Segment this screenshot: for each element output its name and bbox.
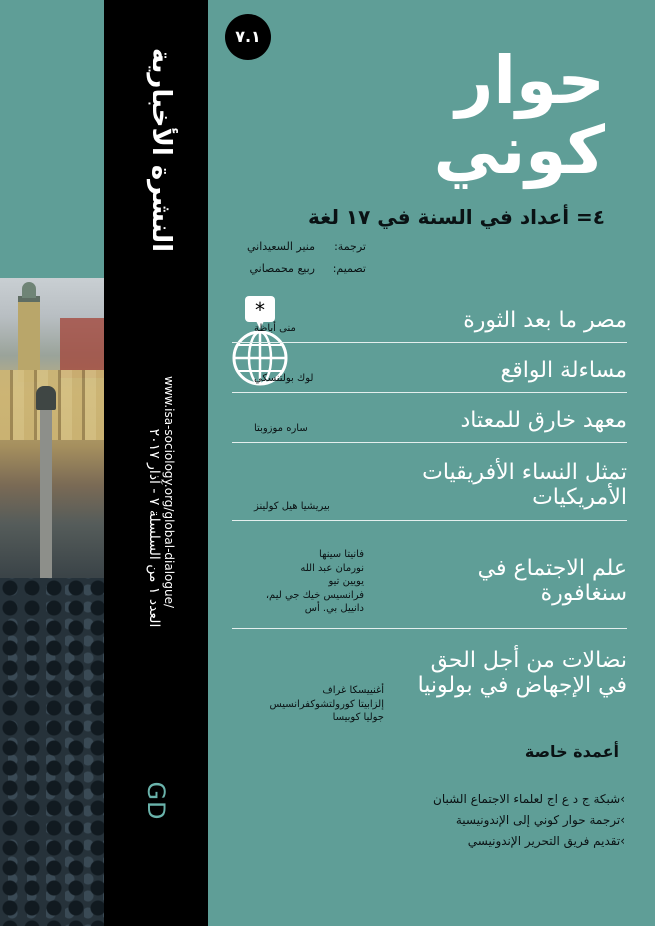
design-name: ربيع محمصاني — [249, 262, 315, 275]
article-title[interactable]: تمثل النساء الأفريقيات الأمريكيات — [422, 460, 627, 511]
article-item[interactable] — [232, 454, 627, 521]
design-label: تصميم: — [332, 262, 366, 275]
author-name: أغنييسكا غراف — [322, 685, 384, 696]
volume-badge: ٧.١ — [225, 14, 271, 60]
special-item[interactable]: ›تقديم فريق التحرير الإندونيسي — [467, 834, 625, 848]
author-name: جوليا كوبيسا — [332, 712, 384, 723]
article-title[interactable]: مصر ما بعد الثورة — [463, 308, 627, 333]
special-item[interactable]: ›ترجمة حوار كوني إلى الإندونيسية — [455, 813, 625, 827]
author-name: فانيتا سينها — [319, 549, 364, 560]
article-item[interactable] — [232, 402, 627, 443]
article-item[interactable] — [232, 644, 627, 732]
special-item[interactable]: ›شبكة ج د ع اج لعلماء الاجتماع الشبان — [433, 792, 625, 806]
author-name: إلزابيتا كورولتشوكفرانسيس — [269, 698, 384, 710]
spine-title: النشرة الأخبارية — [146, 47, 176, 253]
article-author: ساره موزوبتا — [254, 423, 308, 434]
masthead-line1: حوار — [455, 42, 605, 119]
tagline: ٤= أعداد في السنة في ١٧ لغة — [308, 205, 605, 229]
cover-photo — [0, 278, 104, 926]
article-author: لوك بولتنسكي — [254, 373, 314, 384]
article-title[interactable]: مساءلة الواقع — [500, 358, 627, 383]
author-name: يويين تيو — [328, 576, 364, 587]
masthead-line2: كوني — [433, 112, 605, 189]
article-item[interactable] — [232, 302, 627, 343]
article-item[interactable] — [232, 538, 627, 629]
author-name: نورمان عبد الله — [300, 562, 364, 574]
special-columns-heading: أعمدة خاصة — [524, 742, 619, 761]
article-authors — [254, 548, 364, 616]
translation-name: منير السعيداني — [246, 240, 315, 253]
translation-label: ترجمة: — [334, 240, 366, 253]
issue-info: العدد ١ من السلسلة ٧ - آذار ٢٠١٧ — [146, 428, 162, 628]
author-name: فرانسيس خيك جي ليم، — [265, 589, 364, 601]
article-author: منى أباظة — [254, 323, 296, 334]
gd-mark: GD — [142, 781, 170, 821]
article-author: بيريشيا هيل كولينز — [254, 501, 330, 512]
article-title[interactable]: نضالات من أجل الحق في الإجهاض في بولونيا — [417, 648, 627, 699]
article-title[interactable]: معهد خارق للمعتاد — [460, 408, 627, 433]
article-title[interactable]: علم الاجتماع في سنغافورة — [477, 556, 627, 607]
svg-text:*: * — [255, 298, 265, 322]
article-authors — [254, 684, 384, 725]
website-link[interactable]: www.isa-sociology.org/global-dialogue/ — [162, 375, 176, 609]
article-item[interactable] — [232, 352, 627, 393]
author-name: دانييل بي. أس — [304, 603, 364, 614]
